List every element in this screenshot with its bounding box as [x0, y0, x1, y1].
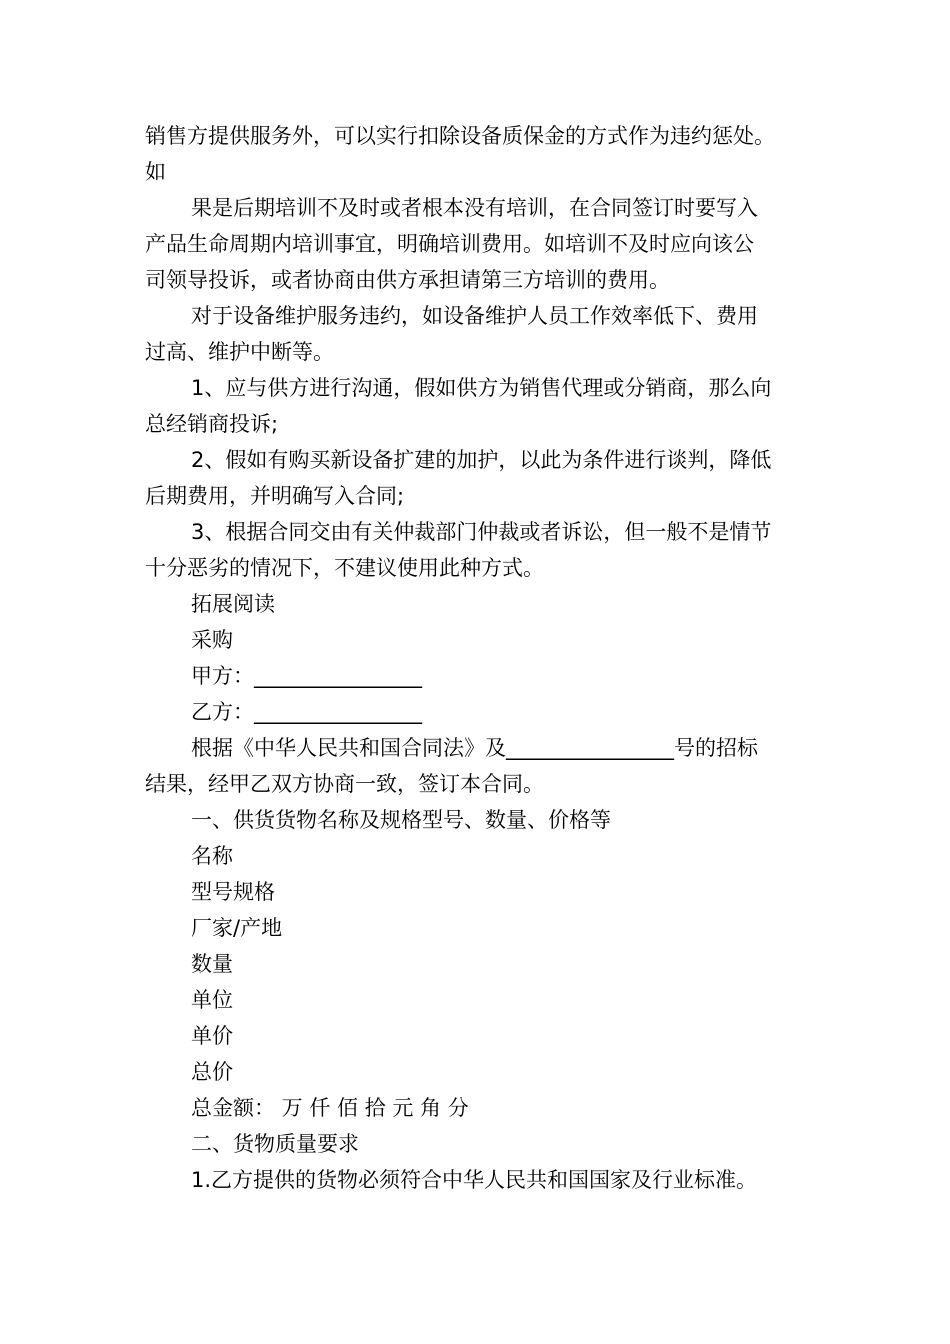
list-item-line: 3、根据合同交由有关仲裁部门仲裁或者诉讼，但一般不是情节: [191, 520, 772, 544]
paragraph-line: 如: [145, 160, 166, 184]
paragraph-line: 销售方提供服务外，可以实行扣除设备质保金的方式作为违约惩处。: [145, 124, 775, 148]
total-amount-line: 总金额： 万 仟 佰 拾 元 角 分: [191, 1096, 469, 1120]
paragraph-line: 果是后期培训不及时或者根本没有培训，在合同签订时要写入: [191, 196, 758, 220]
document-page: [145, 118, 813, 1198]
list-item-line: 1、应与供方进行沟通，假如供方为销售代理或分销商，那么向: [191, 376, 772, 400]
paragraph-line: 根据《中华人民共和国合同法》及________________号的招标: [191, 736, 758, 760]
paragraph-line: 产品生命周期内培训事宜，明确培训费用。如培训不及时应向该公: [145, 232, 754, 256]
party-a-line: 甲方：________________: [191, 664, 422, 688]
field-label: 总价: [191, 1060, 233, 1084]
field-label: 型号规格: [191, 880, 275, 904]
field-label: 单位: [191, 988, 233, 1012]
party-b-line: 乙方：________________: [191, 700, 422, 724]
list-item-line: 2、假如有购买新设备扩建的加护，以此为条件进行谈判，降低: [191, 448, 772, 472]
clause-heading: 二、货物质量要求: [191, 1132, 359, 1156]
field-label: 数量: [191, 952, 233, 976]
field-label: 名称: [191, 844, 233, 868]
list-item-line: 十分恶劣的情况下，不建议使用此种方式。: [145, 556, 544, 580]
field-label: 单价: [191, 1024, 233, 1048]
list-item-line: 后期费用，并明确写入合同;: [145, 484, 405, 508]
paragraph-line: 司领导投诉，或者协商由供方承担请第三方培训的费用。: [145, 268, 670, 292]
clause-heading: 一、供货货物名称及规格型号、数量、价格等: [191, 808, 611, 832]
paragraph-line: 1.乙方提供的货物必须符合中华人民共和国国家及行业标准。: [191, 1168, 758, 1192]
field-label: 厂家/产地: [191, 916, 283, 940]
paragraph-line: 结果，经甲乙双方协商一致，签订本合同。: [145, 772, 544, 796]
paragraph-line: 过高、维护中断等。: [145, 340, 334, 364]
section-heading: 拓展阅读: [191, 592, 275, 616]
paragraph-line: 对于设备维护服务违约，如设备维护人员工作效率低下、费用: [191, 304, 758, 328]
list-item-line: 总经销商投诉;: [145, 412, 279, 436]
contract-title: 采购: [191, 628, 233, 652]
